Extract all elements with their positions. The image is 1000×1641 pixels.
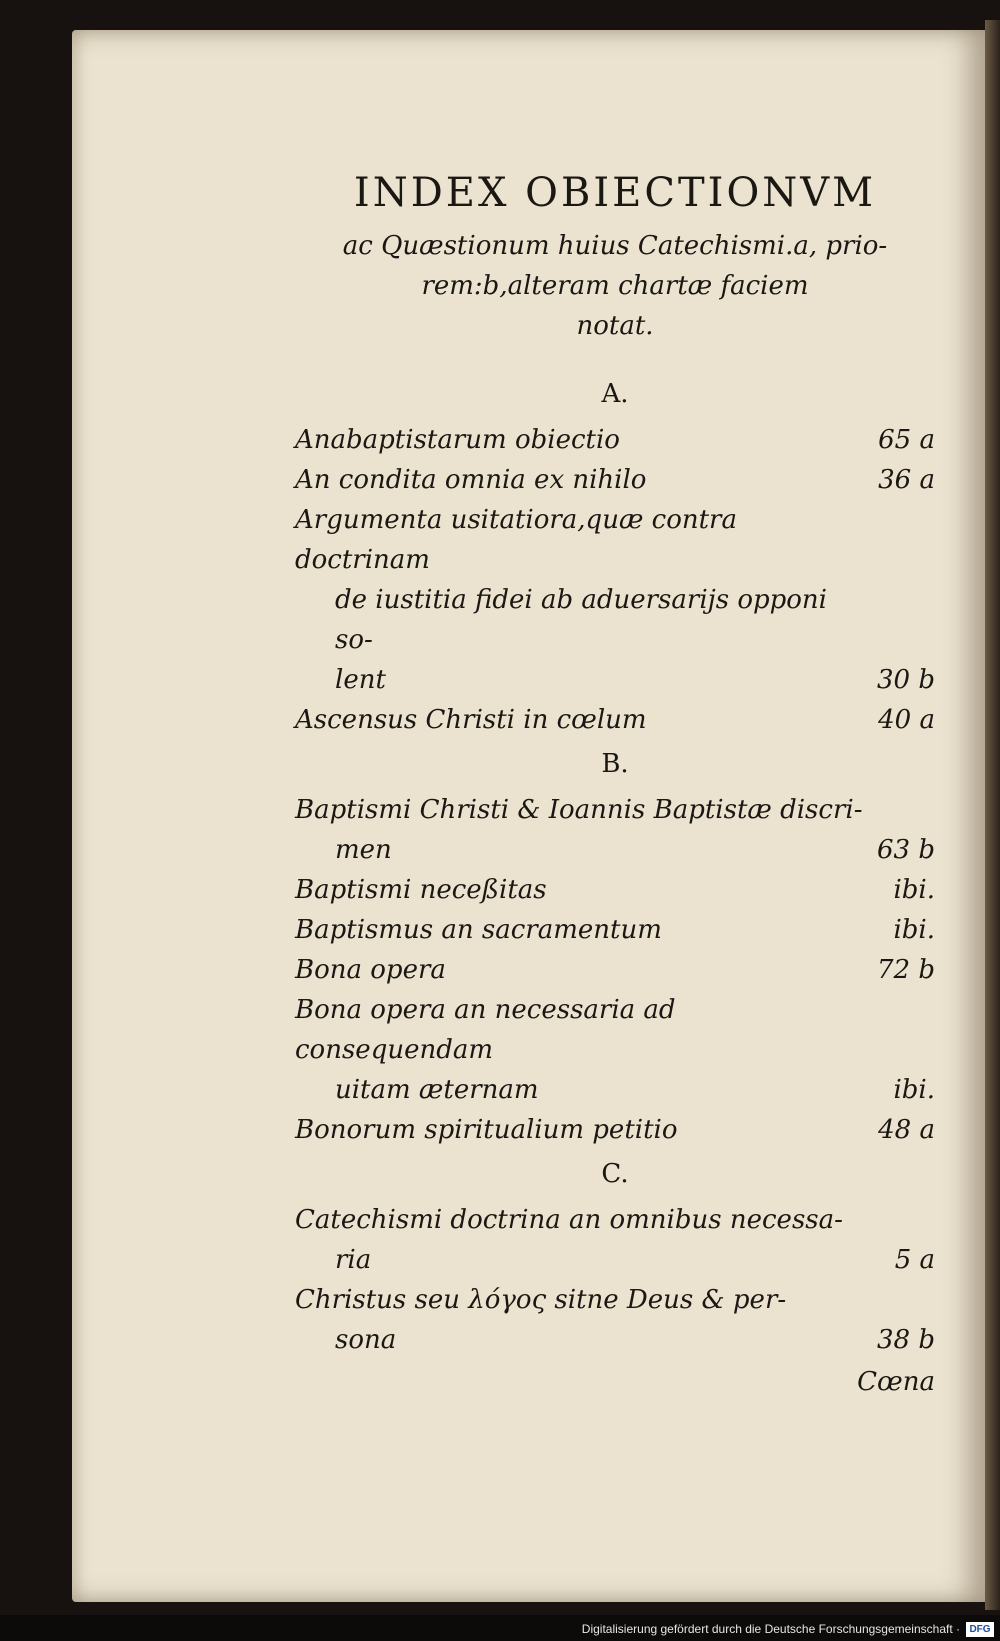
entry-text: Ascensus Christi in cœlum	[295, 705, 647, 735]
entry-line: Christus seu λόγος sitne Deus & per-	[295, 1285, 787, 1315]
index-entry	[295, 950, 935, 990]
section-letter-b: B.	[601, 749, 629, 779]
entry-line: Baptismi Christi & Ioannis Baptistæ discri-	[295, 795, 863, 825]
entry-text	[295, 990, 865, 1110]
section-letter-a: A.	[601, 379, 629, 409]
entry-ref: 65 a	[878, 425, 935, 455]
entry-ref: ibi.	[893, 875, 935, 905]
entry-text	[295, 790, 865, 870]
index-entry	[295, 500, 935, 700]
entry-text: Bonorum spiritualium petitio	[295, 1115, 678, 1145]
entry-ref: 40 a	[878, 705, 935, 735]
page-title: INDEX OBIECTIONVM	[353, 170, 877, 216]
entry-line: Catechismi doctrina an omnibus necessa-	[295, 1205, 843, 1235]
index-content	[295, 170, 935, 1402]
entry-ref: 30 b	[877, 665, 935, 695]
index-entry	[295, 910, 935, 950]
index-entry	[295, 420, 935, 460]
entry-continuation: lent	[335, 665, 386, 695]
entry-text	[295, 1200, 865, 1280]
entry-ref: 36 a	[878, 465, 935, 495]
index-entry	[295, 990, 935, 1110]
index-entry	[295, 460, 935, 500]
entry-ref: 38 b	[877, 1325, 935, 1355]
footer-bar	[0, 1615, 1000, 1641]
entry-line: Bona opera an necessaria ad consequendam	[295, 995, 676, 1065]
index-entry	[295, 870, 935, 910]
entry-ref: ibi.	[893, 1075, 935, 1105]
entry-text: Baptismi neceßitas	[295, 875, 547, 905]
entry-text	[295, 1280, 865, 1360]
entry-ref: 72 b	[877, 955, 935, 985]
subtitle-line-2: rem:b,alteram chartæ faciem	[421, 271, 809, 301]
entry-ref: 63 b	[877, 835, 935, 865]
footer-credit: Digitalisierung gefördert durch die Deutsche Forschungsgemeinschaft ·	[581, 1622, 960, 1636]
index-entry	[295, 1200, 935, 1280]
entry-continuation: uitam æternam	[335, 1075, 539, 1105]
catchword: Cœna	[857, 1367, 935, 1397]
index-entry	[295, 790, 935, 870]
index-entry	[295, 1110, 935, 1150]
entry-ref: 48 a	[878, 1115, 935, 1145]
entry-text: Bona opera	[295, 955, 446, 985]
subtitle-line-1: ac Quæstionum huius Catechismi.a, prio-	[342, 231, 888, 261]
section-letter-c: C.	[601, 1159, 629, 1189]
entry-line: Argumenta usitatiora,quæ contra doctrinam	[295, 505, 737, 575]
index-entry	[295, 1280, 935, 1360]
subtitle-line-3: notat.	[576, 311, 654, 341]
entry-text: Baptismus an sacramentum	[295, 915, 662, 945]
dfg-logo: DFG	[966, 1622, 994, 1637]
page-subtitle	[295, 226, 935, 346]
entry-text: An condita omnia ex nihilo	[295, 465, 647, 495]
page-edge	[985, 20, 1000, 1610]
entry-ref: 5 a	[894, 1245, 935, 1275]
entry-continuation: men	[335, 835, 392, 865]
entry-ref: ibi.	[893, 915, 935, 945]
entry-text	[295, 500, 865, 700]
entry-continuation: ria	[335, 1245, 372, 1275]
index-entry	[295, 700, 935, 740]
entry-continuation: de iustitia fidei ab aduersarijs opponi so-	[335, 585, 827, 655]
entry-text: Anabaptistarum obiectio	[295, 425, 620, 455]
entry-continuation: sona	[335, 1325, 397, 1355]
